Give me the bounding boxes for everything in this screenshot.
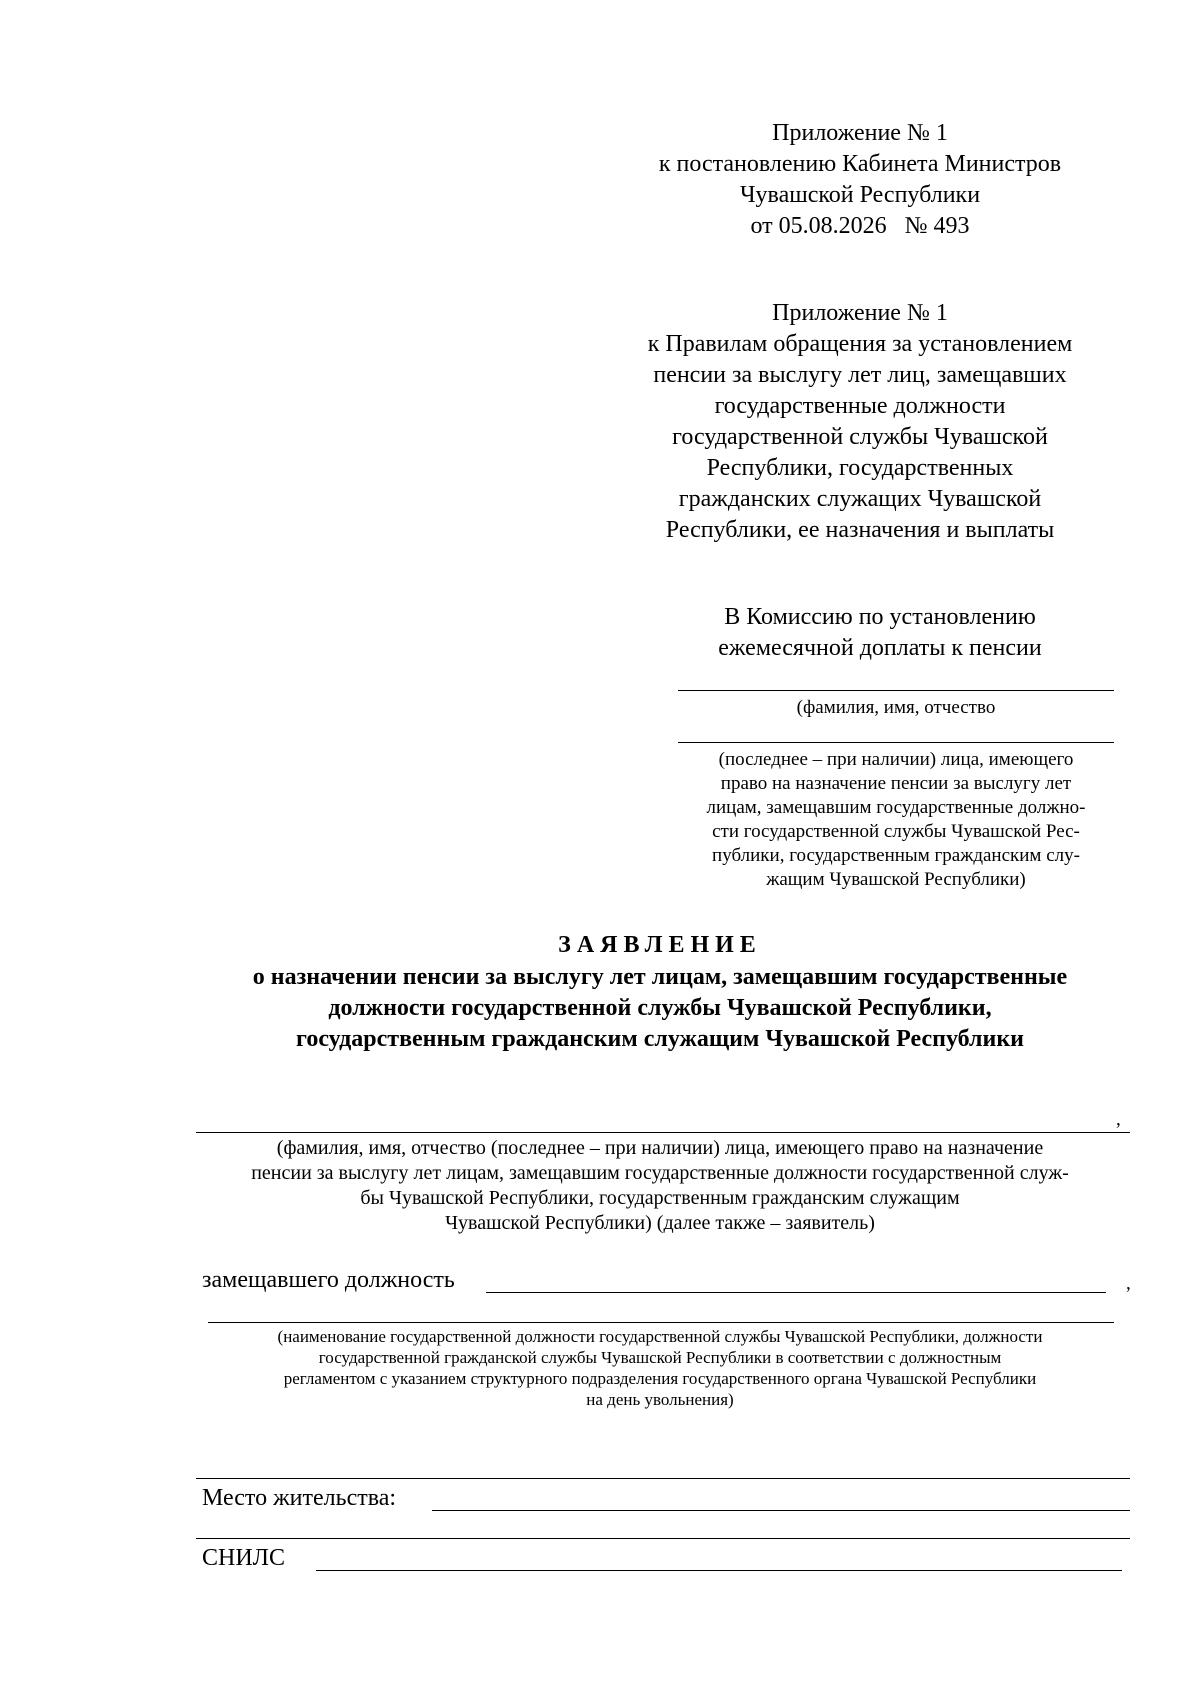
caption-line: Чувашской Республики) (далее также – заявитель) xyxy=(445,1212,875,1234)
annex-rules xyxy=(630,298,1090,546)
annex-rules-line: Приложение № 1 xyxy=(772,300,948,326)
applicant-name-line[interactable] xyxy=(196,1132,1130,1133)
caption-line: сти государственной службы Чувашской Рес- xyxy=(712,821,1080,842)
residence-top-line xyxy=(196,1478,1130,1479)
annex-rules-line: пенсии за выслугу лет лиц, замещавших xyxy=(653,362,1067,388)
subtitle-line: о назначении пенсии за выслугу лет лицам, замещавшим государственные xyxy=(252,964,1068,990)
caption-line: право на назначение пенсии за выслугу лет xyxy=(720,773,1072,794)
applicant-comma: , xyxy=(1116,1109,1121,1130)
snils-label: СНИЛС xyxy=(202,1545,285,1571)
addressee-name-line-2[interactable] xyxy=(678,742,1114,743)
annex-rules-line: Республики, государственных xyxy=(706,455,1014,481)
snils-top-line xyxy=(196,1538,1130,1539)
document-title: ЗАЯВЛЕНИЕ xyxy=(558,932,762,958)
position-comma: , xyxy=(1126,1273,1131,1294)
caption-line: (фамилия, имя, отчество (последнее – при наличии) лица, имеющего право на назначение xyxy=(276,1137,1044,1159)
caption-line: жащим Чувашской Республики) xyxy=(766,869,1026,890)
residence-line[interactable] xyxy=(432,1510,1130,1511)
caption-line: государственной гражданской службы Чувашской Республики в соответствии с должностным xyxy=(318,1348,1002,1367)
applicant-caption xyxy=(160,1136,1160,1236)
caption-line: бы Чувашской Республики, государственным гражданским служащим xyxy=(360,1187,960,1209)
caption-line: лицам, замещавшим государственные должно- xyxy=(706,797,1086,818)
position-line-2[interactable] xyxy=(208,1322,1114,1323)
addressee-line: В Комиссию по установлению xyxy=(724,604,1036,630)
annex-decree-line: от 05.08.2026 № 493 xyxy=(750,213,970,239)
caption-line: регламентом с указанием структурного подразделения государственного органа Чувашской Республики xyxy=(283,1369,1037,1388)
snils-line[interactable] xyxy=(316,1570,1122,1571)
caption-line: пенсии за выслугу лет лицам, замещавшим государственные должности государственной служ- xyxy=(251,1162,1069,1184)
caption-line: (наименование государственной должности государственной службы Чувашской Республики, должности xyxy=(277,1327,1043,1346)
position-line[interactable] xyxy=(486,1292,1106,1293)
addressee-name-line[interactable] xyxy=(678,690,1114,691)
annex-rules-line: гражданских служащих Чувашской xyxy=(678,486,1042,512)
addressee xyxy=(660,602,1100,664)
caption-line: публики, государственным гражданским слу- xyxy=(712,845,1080,866)
annex-rules-line: Республики, ее назначения и выплаты xyxy=(665,517,1055,543)
annex-rules-line: государственной службы Чувашской xyxy=(672,424,1048,450)
annex-decree xyxy=(640,118,1080,242)
position-caption xyxy=(180,1326,1140,1410)
annex-rules-line: государственные должности xyxy=(714,393,1006,419)
subtitle-line: государственным гражданским служащим Чувашской Республики xyxy=(296,1026,1024,1052)
annex-rules-line: к Правилам обращения за установлением xyxy=(647,331,1073,357)
annex-decree-line: к постановлению Кабинета Министров xyxy=(658,151,1062,177)
addressee-caption-1: (фамилия, имя, отчество xyxy=(796,697,996,718)
annex-decree-line: Приложение № 1 xyxy=(772,120,948,146)
caption-line: (последнее – при наличии) лица, имеющего xyxy=(718,749,1074,770)
addressee-line: ежемесячной доплаты к пенсии xyxy=(718,635,1042,661)
residence-label: Место жительства: xyxy=(202,1485,397,1511)
position-label: замещавшего должность xyxy=(202,1267,455,1293)
addressee-caption-2 xyxy=(670,748,1122,892)
subtitle-line: должности государственной службы Чувашской Республики, xyxy=(328,995,992,1021)
caption-line: на день увольнения) xyxy=(586,1390,734,1409)
document-subtitle xyxy=(170,962,1150,1055)
annex-decree-line: Чувашской Республики xyxy=(739,182,981,208)
